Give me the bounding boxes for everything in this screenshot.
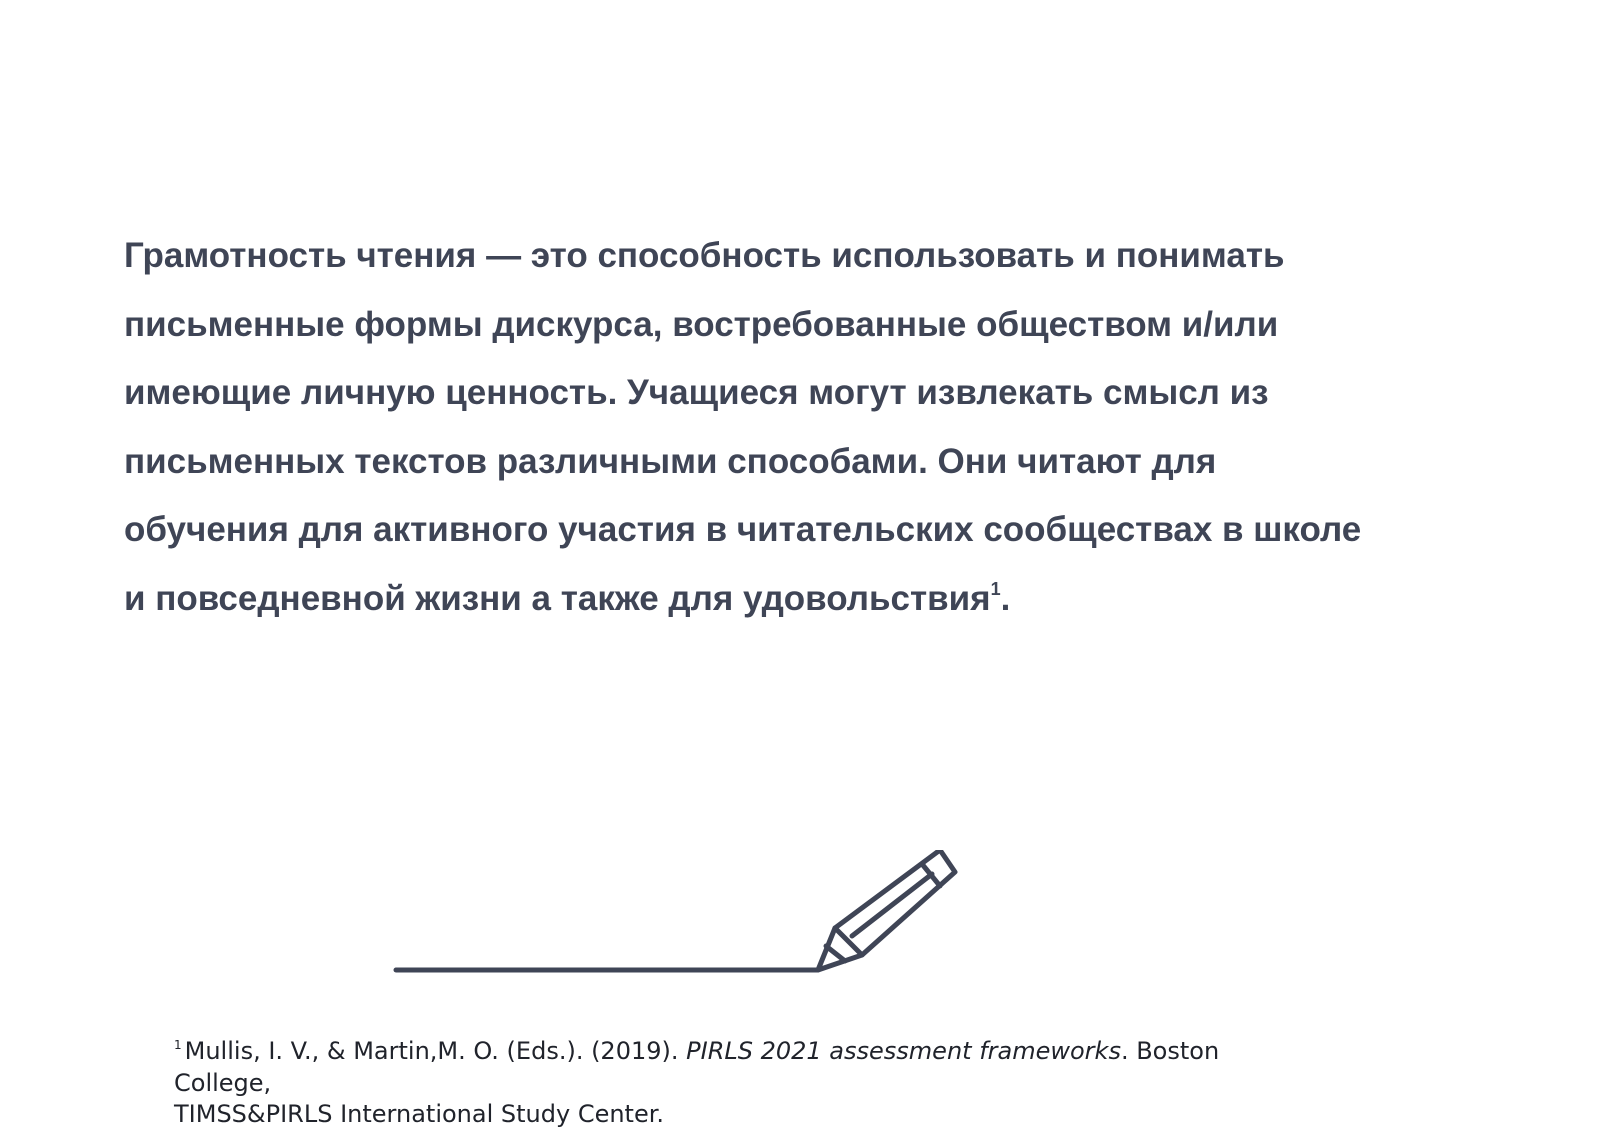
citation-title: PIRLS 2021 assessment frameworks	[686, 1037, 1121, 1065]
definition-end-punctuation: .	[1000, 578, 1011, 618]
definition-text: Грамотность чтения — это способность использовать и понимать письменные формы дискурса, востребованные обществом и/или имеющие личную ценность. Учащиеся могут извлекать смысл из письменных текстов различными способами. Они читают для обучения для активного участия в читательских сообществах в школе и повседневной жизни а также для удовольствия	[124, 236, 1362, 618]
pencil-icon	[818, 850, 955, 970]
footnote	[174, 1036, 1254, 1131]
reading-literacy-definition	[124, 222, 1364, 633]
citation-location: . Boston College,	[174, 1037, 1220, 1097]
footnote-marker: 1	[174, 1038, 182, 1052]
pencil-line-illustration	[390, 850, 1010, 1000]
footnote-reference: 1	[990, 578, 1001, 599]
citation-authors: Mullis, I. V., & Martin,M. O. (Eds.). (2019).	[184, 1037, 687, 1065]
citation-publisher: TIMSS&PIRLS International Study Center.	[174, 1100, 665, 1128]
